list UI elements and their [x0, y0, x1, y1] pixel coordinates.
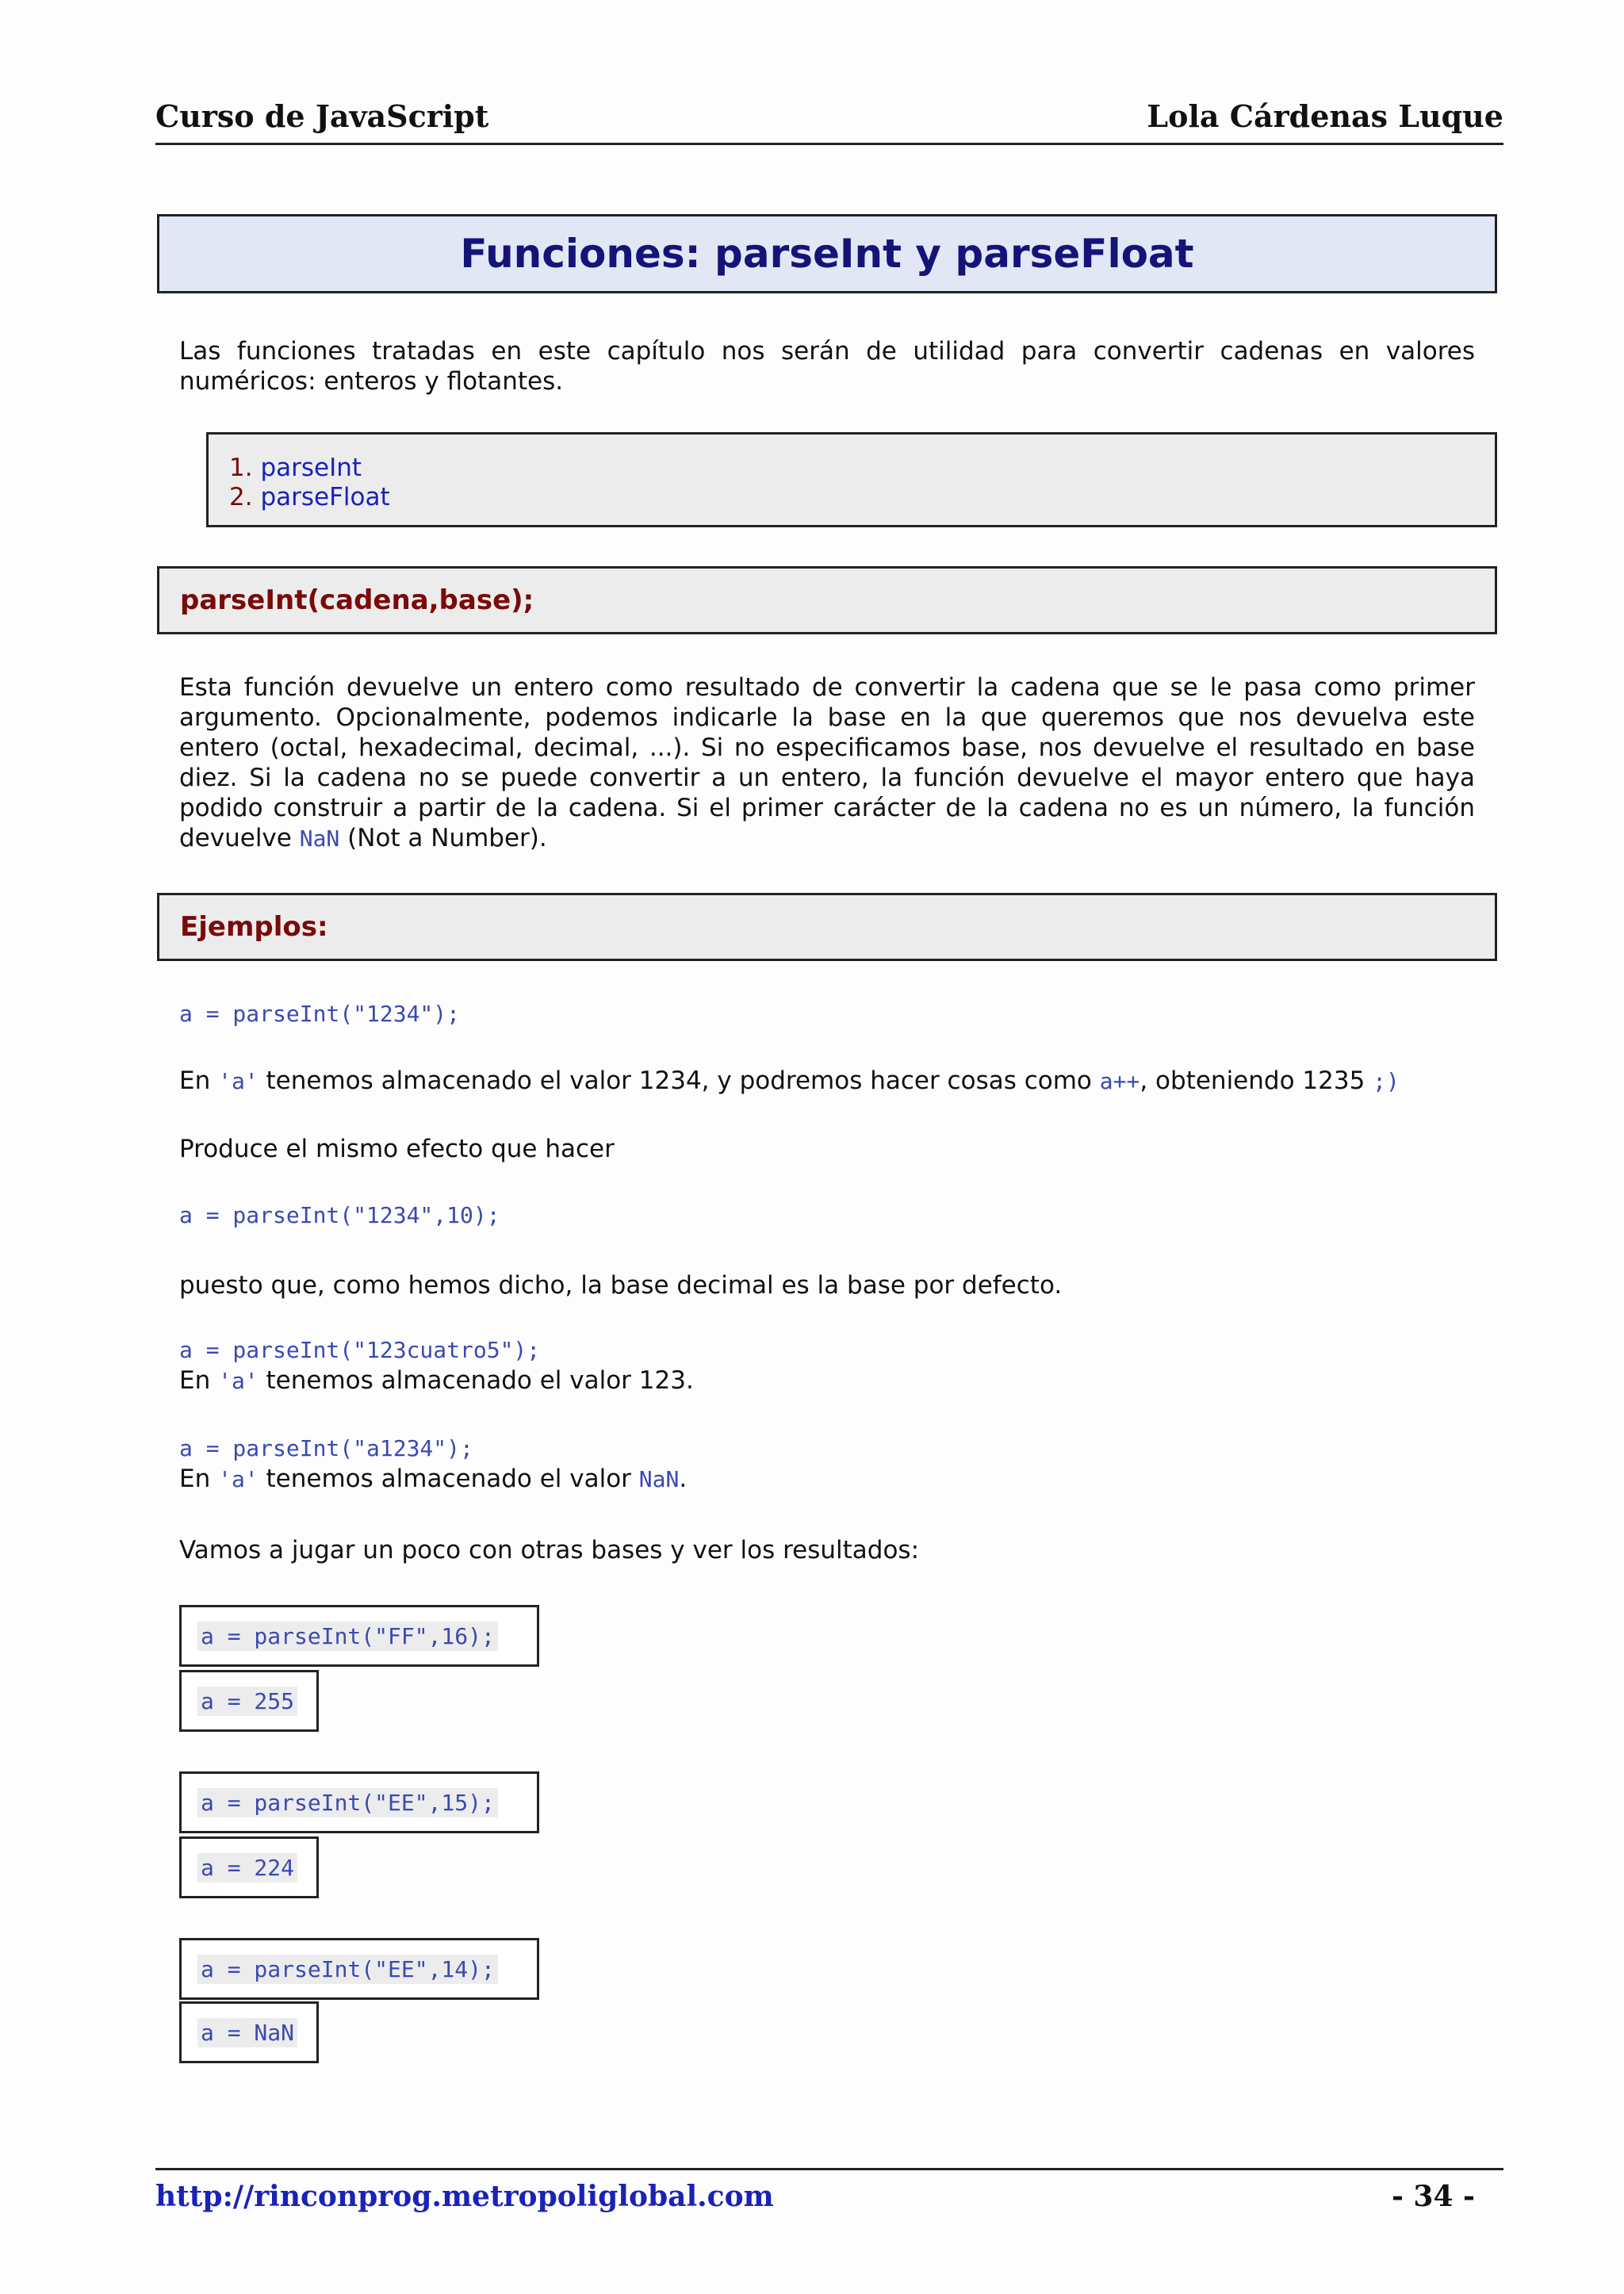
nan-code: NaN — [299, 825, 340, 852]
code-example-4: a = parseInt("a1234"); — [179, 1435, 473, 1461]
section-heading-parseint: parseInt(cadena,base); — [157, 566, 1497, 634]
code-example-2: a = parseInt("1234",10); — [179, 1202, 500, 1228]
page-footer — [155, 2168, 1503, 2215]
index-link-parsefloat[interactable]: parseFloat — [260, 483, 390, 511]
page-number: - 34 - — [1391, 2180, 1475, 2213]
example-text-2: Produce el mismo efecto que hacer — [179, 1135, 615, 1163]
example-text-4: En 'a' tenemos almacenado el valor 123. — [179, 1366, 694, 1395]
chapter-title: Funciones: parseInt y parseFloat — [157, 214, 1497, 293]
example-text-3: puesto que, como hemos dicho, la base decimal es la base por defecto. — [179, 1271, 1063, 1300]
index-item[interactable]: 1. parseInt — [229, 454, 362, 482]
code-example-3: a = parseInt("123cuatro5"); — [179, 1337, 541, 1363]
code-box-ee14: a = parseInt("EE",14); — [179, 1938, 539, 2000]
chapter-index — [206, 432, 1497, 527]
code-box-ee15: a = parseInt("EE",15); — [179, 1771, 539, 1833]
parseint-description: Esta función devuelve un entero como resultado de convertir la cadena que se le pasa como primer argumento. Opcionalmente, podemos indicarle la base en la que queremos que nos devuelva este entero (octal, hexadecimal, decimal, ...). Si no especificamos base, nos devuelve el resultado en base diez. Si la cadena no se puede convertir a un entero, la función devuelve el mayor entero que haya podido construir a partir de la cadena. Si el primer carácter de la cadena no es un número, la función devuelve NaN (Not a Number). — [179, 673, 1475, 852]
example-text-1: En 'a' tenemos almacenado el valor 1234, y podremos hacer cosas como a++, obteniendo 1235 ;) — [179, 1067, 1400, 1095]
result-box-224: a = 224 — [179, 1836, 319, 1898]
intro-paragraph: Las funciones tratadas en este capítulo nos serán de utilidad para convertir cadenas en valores numéricos: enteros y flotantes. — [179, 337, 1475, 396]
section-heading-examples: Ejemplos: — [157, 893, 1497, 961]
footer-url-link[interactable]: http://rinconprog.metropoliglobal.com — [155, 2180, 774, 2213]
result-box-nan: a = NaN — [179, 2001, 319, 2063]
page-header — [155, 98, 1503, 145]
example-text-6: Vamos a jugar un poco con otras bases y ver los resultados: — [179, 1536, 920, 1564]
code-box-ff16: a = parseInt("FF",16); — [179, 1605, 539, 1667]
course-title: Curso de JavaScript — [155, 98, 489, 134]
result-box-255: a = 255 — [179, 1670, 319, 1732]
code-example-1: a = parseInt("1234"); — [179, 1001, 461, 1027]
example-text-5: En 'a' tenemos almacenado el valor NaN. — [179, 1465, 688, 1493]
index-item[interactable]: 2. parseFloat — [229, 483, 390, 511]
index-link-parseint[interactable]: parseInt — [260, 454, 362, 482]
author-name: Lola Cárdenas Luque — [1147, 98, 1503, 134]
